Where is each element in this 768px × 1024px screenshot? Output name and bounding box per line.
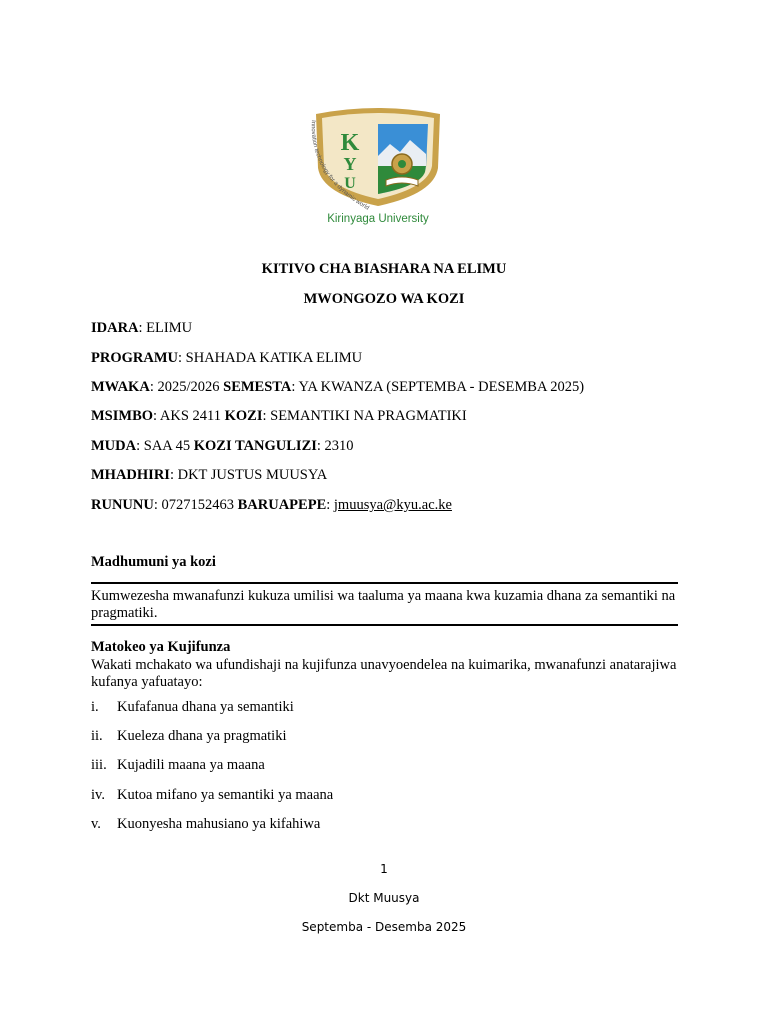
muda-label: MUDA — [91, 438, 137, 454]
field-rununu-baruapepe — [91, 497, 452, 514]
list-item-number: v. — [91, 816, 101, 832]
list-item-number: iv. — [91, 787, 105, 803]
rule-top — [91, 582, 678, 584]
field-muda-tangulizi — [91, 438, 354, 455]
svg-text:K: K — [340, 130, 360, 156]
list-item — [91, 699, 294, 716]
tangulizi-label: KOZI TANGULIZI — [193, 438, 317, 454]
idara-label: IDARA — [91, 320, 139, 336]
footer-period: Septemba - Desemba 2025 — [301, 920, 467, 934]
svg-text:Innovation technology for a dy: Innovation technology for a dynamic world — [309, 119, 370, 212]
kyu-crest-icon — [298, 106, 458, 212]
list-item-text: Kuonyesha mahusiano ya kifahiwa — [117, 816, 321, 832]
tangulizi-value: : 2310 — [316, 438, 354, 454]
field-mhadhiri — [91, 467, 327, 484]
university-logo — [298, 106, 458, 230]
list-item-text: Kufafanua dhana ya semantiki — [117, 699, 294, 715]
list-item — [91, 816, 320, 833]
idara-value: : ELIMU — [138, 320, 193, 336]
list-item-text: Kujadili maana ya maana — [117, 757, 265, 773]
semesta-label: SEMESTA — [223, 379, 292, 395]
field-programu — [91, 350, 362, 367]
kozi-value: : SEMANTIKI NA PRAGMATIKI — [262, 408, 467, 424]
faculty-title: KITIVO CHA BIASHARA NA ELIMU — [261, 261, 507, 277]
mhadhiri-value: : DKT JUSTUS MUUSYA — [169, 467, 328, 483]
logo-caption: Kirinyaga University — [327, 213, 429, 225]
list-item-number: ii. — [91, 728, 103, 744]
mhadhiri-label: MHADHIRI — [91, 467, 170, 483]
list-item-text: Kutoa mifano ya semantiki ya maana — [117, 787, 334, 803]
semesta-value: : YA KWANZA (SEPTEMBA - DESEMBA 2025) — [291, 379, 585, 395]
list-item-number: iii. — [91, 757, 107, 773]
msimbo-value: : AKS 2411 — [153, 408, 225, 424]
footer-author: Dkt Muusya — [348, 891, 420, 905]
list-item-text: Kueleza dhana ya pragmatiki — [117, 728, 287, 744]
page-number: 1 — [380, 862, 388, 876]
rule-bottom — [91, 624, 678, 626]
baruapepe-separator: : — [326, 497, 334, 513]
field-idara — [91, 320, 192, 337]
programu-value: : SHAHADA KATIKA ELIMU — [178, 350, 363, 366]
outcomes-heading: Matokeo ya Kujifunza — [91, 639, 231, 655]
document-title: MWONGOZO WA KOZI — [303, 291, 465, 307]
email-link[interactable]: jmuusya@kyu.ac.ke — [333, 497, 452, 513]
list-item — [91, 787, 333, 804]
list-item — [91, 757, 265, 774]
list-item — [91, 728, 287, 745]
mwaka-label: MWAKA — [91, 379, 150, 395]
svg-text:U: U — [344, 175, 356, 192]
programu-label: PROGRAMU — [91, 350, 178, 366]
field-mwaka-semesta — [91, 379, 584, 396]
rununu-label: RUNUNU — [91, 497, 154, 513]
kozi-label: KOZI — [224, 408, 263, 424]
purpose-text: Kumwezesha mwanafunzi kukuza umilisi wa taaluma ya maana kwa kuzamia dhana za semantiki na pragmatiki. — [91, 588, 676, 621]
baruapepe-label: BARUAPEPE — [237, 497, 327, 513]
outcomes-intro: Wakati mchakato wa ufundishaji na kujifunza unavyoendelea na kuimarika, mwanafunzi anatarajiwa kufanya yafuatayo: — [91, 657, 677, 690]
rununu-value: : 0727152463 — [153, 497, 238, 513]
field-msimbo-kozi — [91, 408, 467, 425]
list-item-number: i. — [91, 699, 99, 715]
mwaka-value: : 2025/2026 — [149, 379, 224, 395]
purpose-heading: Madhumuni ya kozi — [91, 554, 216, 570]
msimbo-label: MSIMBO — [91, 408, 154, 424]
svg-text:Y: Y — [343, 154, 357, 174]
muda-value: : SAA 45 — [136, 438, 194, 454]
